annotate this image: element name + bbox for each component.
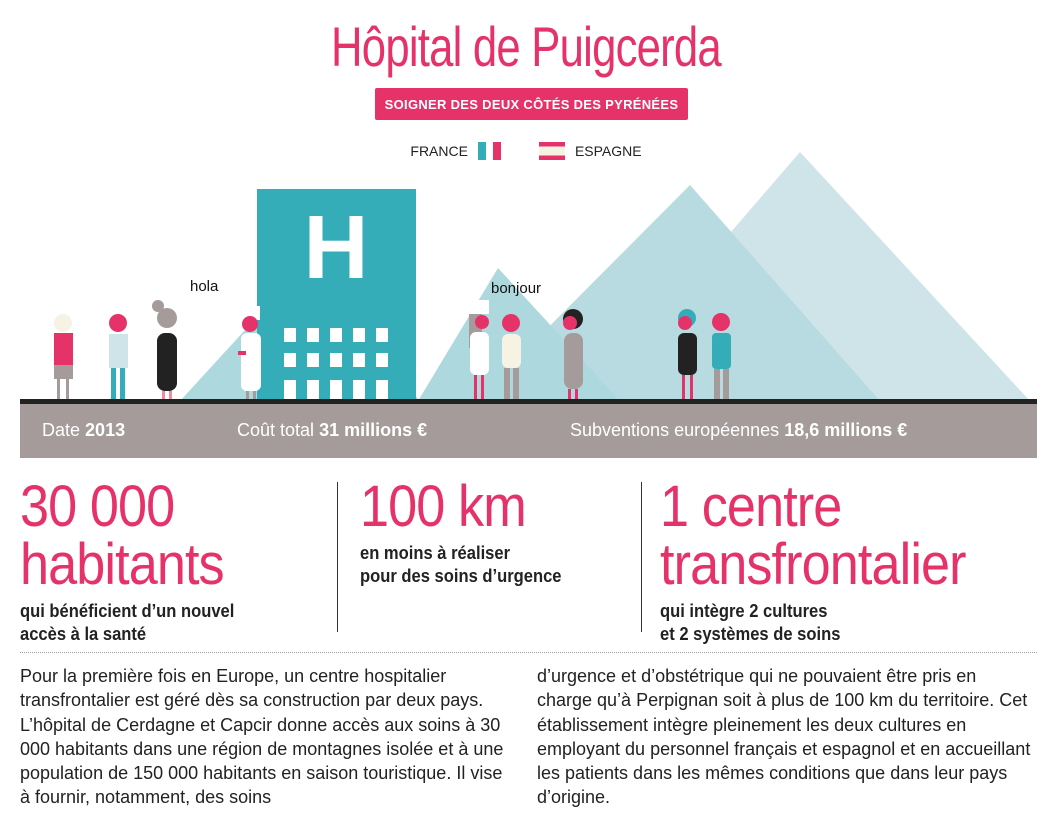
cost-value: 31 millions €	[319, 420, 428, 440]
stat-caption: en moins à réaliser	[360, 543, 511, 563]
cost-label: Coût total	[237, 420, 315, 440]
divider	[641, 482, 642, 632]
page-title: Hôpital de Puigcerda	[331, 15, 721, 78]
subsidy-value: 18,6 millions €	[784, 420, 908, 440]
date-value: 2013	[85, 420, 126, 440]
stat-caption: qui bénéficient d’un nouvel	[20, 601, 235, 621]
stat-unit: transfrontalier	[660, 532, 966, 597]
subtitle-badge: SOIGNER DES DEUX CÔTÉS DES PYRÉNÉES	[375, 88, 688, 120]
body-text-col1: Pour la première fois en Europe, un centre hospitalier transfrontalier est géré dès sa construction par deux pays. L’hôpital de Cerdagne et Capcir donne accès aux soins à 30 000 habitants dans une région de montagnes isolée et à une population de 150 000 habitants en saison touristique. Il vise à fournir, notamment, des soins	[20, 666, 504, 808]
stat-caption: pour des soins d’urgence	[360, 566, 562, 586]
divider	[337, 482, 338, 632]
stat-caption: accès à la santé	[20, 624, 147, 644]
dotted-separator	[20, 652, 1037, 653]
subsidy-label: Subventions européennes	[570, 420, 780, 440]
stat-center	[660, 474, 1000, 646]
stat-unit: habitants	[20, 532, 224, 597]
body-text-col2: d’urgence et d’obstétrique qui ne pouvaient être pris en charge qu’à Perpignan soit à plus de 100 km du territoire. Cet établissement intègre pleinement les deux cultures en employant du personnel français et espagnol et en accueillant les patients dans les mêmes conditions que dans leur pays d’origine.	[537, 666, 1031, 808]
person-icon	[54, 314, 73, 401]
stat-inhabitants	[20, 474, 253, 646]
stat-caption: et 2 systèmes de soins	[660, 624, 841, 644]
stat-number: 1 centre	[660, 474, 842, 539]
date-label: Date	[42, 420, 81, 440]
stat-distance	[360, 474, 579, 588]
hospital-letter: H	[303, 198, 369, 298]
france-label: FRANCE	[410, 143, 468, 159]
person-icon	[109, 314, 128, 401]
espagne-label: ESPAGNE	[574, 143, 642, 159]
stat-number: 100 km	[360, 474, 526, 539]
speech-bonjour: bonjour	[491, 280, 542, 297]
stat-caption: qui intègre 2 cultures	[660, 601, 828, 621]
speech-hola: hola	[190, 278, 219, 295]
person-icon	[152, 300, 177, 401]
stat-number: 30 000	[20, 474, 175, 539]
scene-illustration	[0, 140, 1052, 410]
facts-band	[20, 404, 1037, 458]
